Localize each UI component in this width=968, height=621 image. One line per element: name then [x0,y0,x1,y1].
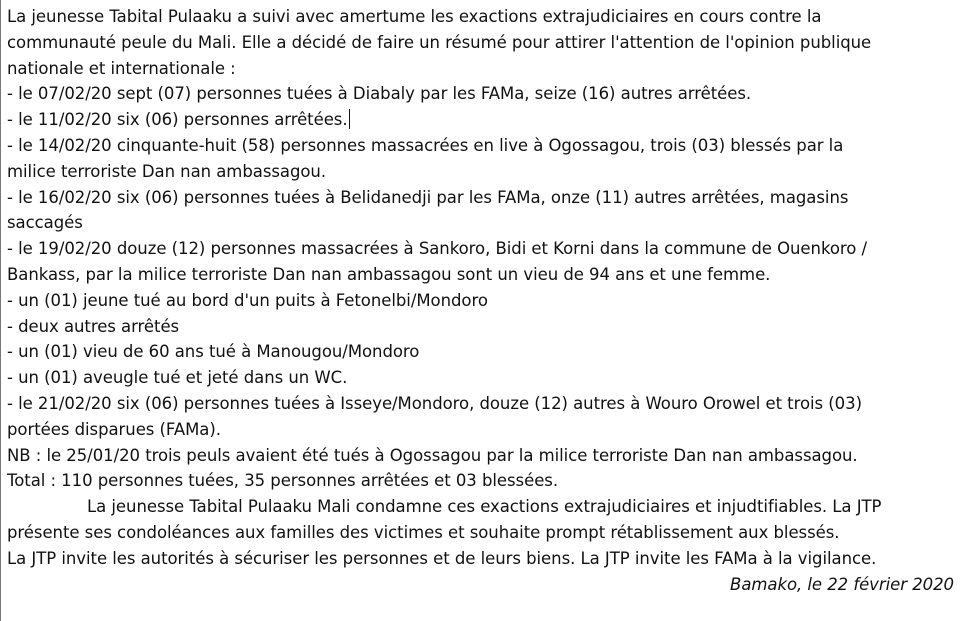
text-line: portées disparues (FAMa). [7,419,221,439]
list-item: - le 21/02/20 six (06) personnes tuées à Isseye/Mondoro, douze (12) autres à Wouro Orowel et trois (03) [7,393,862,413]
list-item: - le 07/02/20 sept (07) personnes tuées à Diabaly par les FAMa, seize (16) autres arrêtées. [7,84,752,104]
text-line: Bankass, par la milice terroriste Dan nan ambassagou sont un vieu de 94 ans et une femme. [7,264,771,284]
list-item: - un (01) aveugle tué et jeté dans un WC. [7,368,348,388]
text-line: La jeunesse Tabital Pulaaku Mali condamne ces exactions extrajudiciaires et injudtifiables. La JTP [87,497,882,517]
text-cursor[interactable] [349,109,350,129]
list-item: - un (01) vieu de 60 ans tué à Manougou/Mondoro [7,342,420,362]
text-line: La JTP invite les autorités à sécuriser les personnes et de leurs biens. La JTP invite les FAMa à la vigilance. [7,548,877,568]
list-item-with-cursor [7,107,960,133]
text-line: communauté peule du Mali. Elle a décidé de faire un résumé pour attirer l'attention de l'opinion publique [7,32,872,52]
text-line: saccagés [7,213,83,233]
list-item-text: - le 11/02/20 six (06) personnes arrêtées. [7,110,348,130]
text-line: présente ses condoléances aux familles des victimes et souhaite prompt rétablissement aux blessés. [7,522,840,542]
list-item: - un (01) jeune tué au bord d'un puits à Fetonelbi/Mondoro [7,290,488,310]
text-line: nationale et internationale : [7,58,236,78]
text-line: milice terroriste Dan nan ambassagou. [7,161,327,181]
total-line: Total : 110 personnes tuées, 35 personnes arrêtées et 03 blessées. [7,471,559,491]
list-item: - le 19/02/20 douze (12) personnes massacrées à Sankoro, Bidi et Korni dans la commune de Ouenkoro / [7,239,868,259]
note-line: NB : le 25/01/20 trois peuls avaient été tués à Ogossagou par la milice terroriste Dan nan ambassagou. [7,445,858,465]
text-line: La jeunesse Tabital Pulaaku a suivi avec amertume les exactions extrajudiciaires en cours contre la [7,7,822,26]
list-item: - le 16/02/20 six (06) personnes tuées à Belidanedji par les FAMa, onze (11) autres arrêtées, magasins [7,187,849,207]
list-item: - deux autres arrêtés [7,316,180,336]
list-item: - le 14/02/20 cinquante-huit (58) personnes massacrées en live à Ogossagou, trois (03) blessés par la [7,135,844,155]
signature-date: Bamako, le 22 février 2020 [730,574,954,594]
